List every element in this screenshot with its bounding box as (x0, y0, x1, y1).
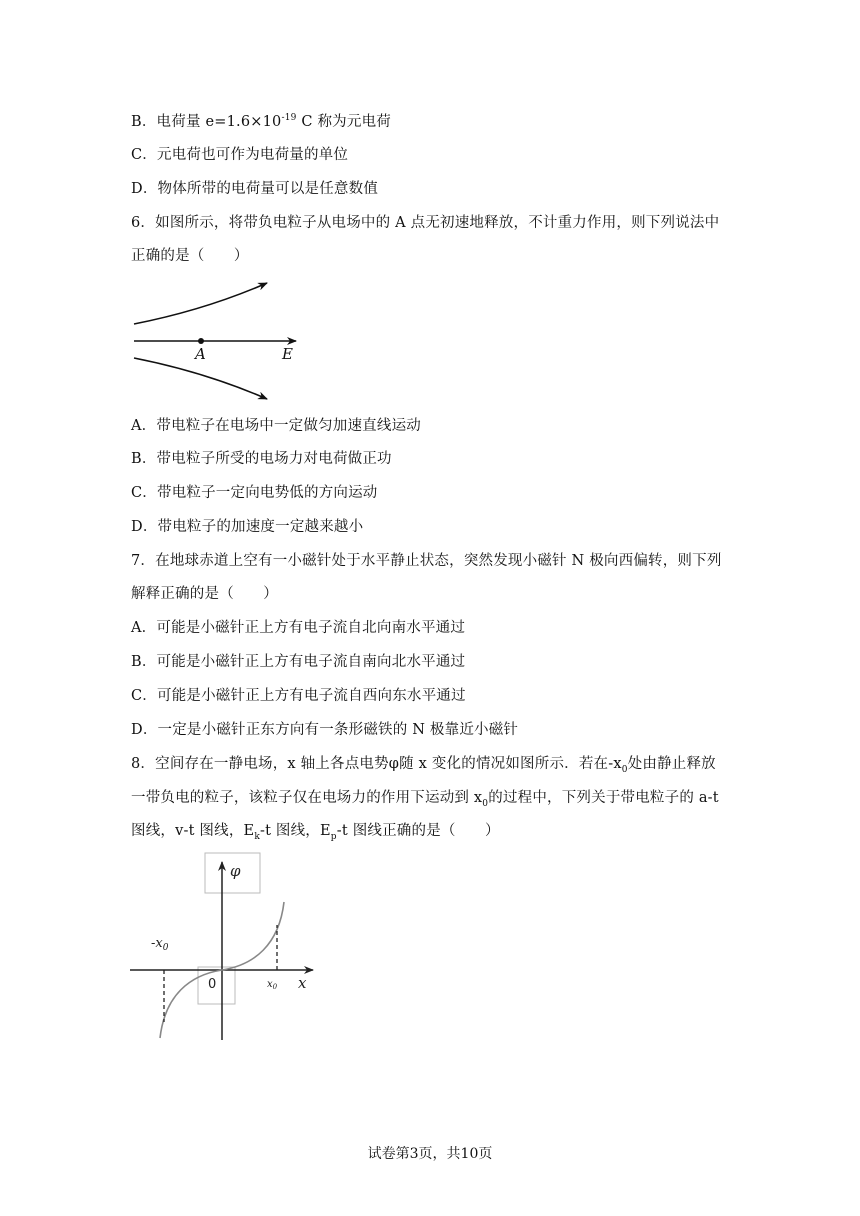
q5-option-b-exponent: -19 (281, 113, 297, 124)
q8-stem-line3-c: -t 图线正确的是（ ） (336, 823, 500, 839)
q7-option-a: A．可能是小磁针正上方有电子流自北向南水平通过 (131, 620, 466, 636)
q5-option-b-suffix: C 称为元电荷 (296, 114, 391, 130)
q6-stem-line1: 6．如图所示，将带负电粒子从电场中的 A 点无初速地释放，不计重力作用，则下列说法中 (131, 215, 720, 231)
q5-option-b-text: B．电荷量 e=1.6×10 (131, 114, 282, 130)
q6-option-c: C．带电粒子一定向电势低的方向运动 (131, 485, 378, 501)
page-footer: 试卷第3页，共10页 (367, 1146, 493, 1162)
q6-point-a-label: A (195, 345, 206, 363)
q8-stem-line2-sub: 0 (482, 798, 489, 809)
q8-stem-line3-a: 图线，v-t 图线，E (131, 823, 255, 839)
q8-neg-x0-label-main: -x (151, 936, 163, 951)
q8-stem-line2-a: 一带负电的粒子，该粒子仅在电场力的作用下运动到 x (131, 790, 483, 806)
q8-stem-line3-sub2: p (330, 831, 337, 842)
q7-option-c: C．可能是小磁针正上方有电子流自西向东水平通过 (131, 688, 466, 704)
q8-phi-label: φ (230, 862, 241, 880)
q6-stem-line2: 正确的是（ ） (131, 248, 249, 264)
q5-option-c: C．元电荷也可作为电荷量的单位 (131, 147, 349, 163)
q8-stem-line1-b: 处由静止释放 (627, 756, 716, 772)
q5-option-d: D．物体所带的电荷量可以是任意数值 (131, 181, 379, 197)
q8-neg-x0-label (151, 936, 169, 953)
q8-stem-line1-sub: 0 (621, 764, 628, 775)
q6-option-a: A．带电粒子在电场中一定做匀加速直线运动 (131, 418, 421, 434)
q8-x-label: x (298, 974, 307, 992)
q8-origin-label: 0 (208, 977, 217, 992)
q7-stem-line2: 解释正确的是（ ） (131, 586, 278, 602)
q6-field-e-label: E (282, 345, 293, 363)
q7-option-b: B．可能是小磁针正上方有电子流自南向北水平通过 (131, 654, 466, 670)
q6-option-b: B．带电粒子所受的电场力对电荷做正功 (131, 451, 392, 467)
q8-stem-line2-b: 的过程中，下列关于带电粒子的 a-t (488, 790, 719, 806)
q8-pos-x0-label-sub: 0 (272, 983, 278, 991)
q8-neg-x0-label-sub: 0 (162, 943, 169, 953)
q8-origin-label-box (198, 967, 235, 1004)
q6-option-d: D．带电粒子的加速度一定越来越小 (131, 519, 364, 535)
q8-stem-line3-b: -t 图线，E (259, 823, 331, 839)
q7-option-d: D．一定是小磁针正东方向有一条形磁铁的 N 极靠近小磁针 (131, 722, 519, 738)
q7-stem-line1: 7．在地球赤道上空有一小磁针处于水平静止状态，突然发现小磁针 N 极向西偏转，则下列 (131, 553, 722, 569)
q8-pos-x0-label-main: x (267, 979, 273, 990)
q8-stem-line3-sub1: k (254, 831, 260, 842)
q8-stem-line1-a: 8．空间存在一静电场，x 轴上各点电势φ随 x 变化的情况如图所示．若在-x (131, 756, 622, 772)
q8-pos-x0-label (267, 979, 278, 991)
